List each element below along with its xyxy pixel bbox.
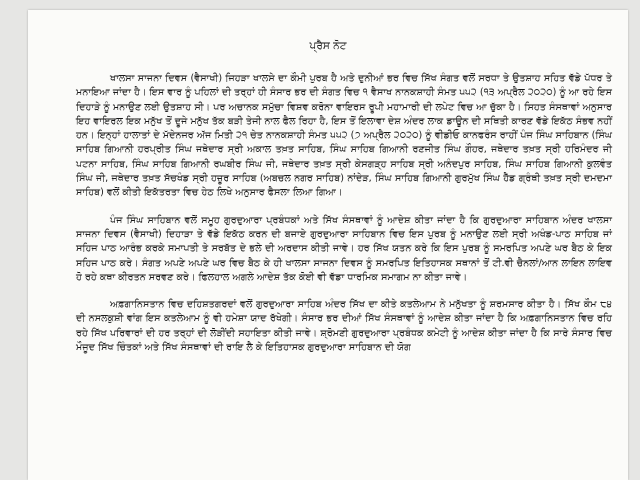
press-note-page bbox=[28, 10, 628, 480]
document-title: ਪ੍ਰੈਸ ਨੋਟ bbox=[309, 40, 347, 52]
paragraph-3: ਅਫ਼ਗਾਨਿਸਤਾਨ ਵਿਚ ਦਹਿਸ਼ਤਗਰਦਾਂ ਵਲੋਂ ਗੁਰਦੁਆਰਾ ਸਾਹਿਬ ਅੰਦਰ ਸਿੱਖ ਦਾ ਕੀਤੇ ਕਤਲੇਆਮ ਨੇ ਮਨੁੱਖਤਾ ਨੂੰ ਸ਼ਰਮਸਾਰ ਕੀਤਾ ਹੈ। ਸਿੱਖ ਕੌਮ ੮੪ ਦੀ ਨਸਲਕੁਸ਼ੀ ਵਾਂਗ ਇਸ ਕਤਲੇਆਮ ਨੂੰ ਵੀ ਹਮੇਸ਼ਾ ਯਾਦ ਰੱਖੇਗੀ। ਸੰਸਾਰ ਭਰ ਦੀਆਂ ਸਿੱਖ ਸੰਸਥਾਵਾਂ ਨੂੰ ਆਦੇਸ਼ ਕੀਤਾ ਜਾਂਦਾ ਹੈ ਕਿ ਅਫ਼ਗਾਨਿਸਤਾਨ ਵਿਚ ਰਹਿ ਰਹੇ ਸਿੱਖ ਪਰਿਵਾਰਾਂ ਦੀ ਹਰ ਤਰ੍ਹਾਂ ਦੀ ਲੋੜੀਂਦੀ ਸਹਾਇਤਾ ਕੀਤੀ ਜਾਵੇ। ਸ਼੍ਰੋਮਣੀ ਗੁਰਦੁਆਰਾ ਪ੍ਰਬੰਧਕ ਕਮੇਟੀ ਨੂੰ ਆਦੇਸ਼ ਕੀਤਾ ਜਾਂਦਾ ਹੈ ਕਿ ਸਾਰੇ ਸੰਸਾਰ ਵਿਚ ਮੌਜੂਦ ਸਿੱਖ ਚਿੰਤਕਾਂ ਅਤੇ ਸਿੱਖ ਸੰਸਥਾਵਾਂ ਦੀ ਰਾਇ ਲੈ ਕੇ ਇਤਿਹਾਸਕ ਗੁਰਦੁਆਰਾ ਸਾਹਿਬਾਨ ਦੀ ਯੋਗ bbox=[76, 299, 612, 354]
paragraph-2: ਪੰਜ ਸਿੰਘ ਸਾਹਿਬਾਨ ਵਲੋਂ ਸਮੂਹ ਗੁਰਦੁਆਰਾ ਪ੍ਰਬੰਧਕਾਂ ਅਤੇ ਸਿੱਖ ਸੰਸਥਾਵਾਂ ਨੂੰ ਆਦੇਸ਼ ਕੀਤਾ ਜਾਂਦਾ ਹੈ ਕਿ ਗੁਰਦੁਆਰਾ ਸਾਹਿਬਾਨ ਅੰਦਰ ਖਾਲਸਾ ਸਾਜਨਾ ਦਿਵਸ (ਵੈਸਾਖੀ) ਦਿਹਾੜਾ ਤੇ ਵੱਡੇ ਇਕੱਠ ਕਰਨ ਦੀ ਬਜਾਏ ਗੁਰਦੁਆਰਾ ਸਾਹਿਬਾਨ ਵਿਚ ਇਸ ਪੁਰਬ ਨੂੰ ਮਨਾਉਣ ਲਈ ਸ੍ਰੀ ਅਖੰਡ-ਪਾਠ ਸਾਹਿਬ ਜਾਂ ਸਹਿਜ ਪਾਠ ਆਰੰਭ ਕਰਕੇ ਸਮਾਪਤੀ ਤੇ ਸਰਬੱਤ ਦੇ ਭਲੇ ਦੀ ਅਰਦਾਸ ਕੀਤੀ ਜਾਵੇ। ਹਰ ਸਿੱਖ ਯਤਨ ਕਰੇ ਕਿ ਇਸ ਪੁਰਬ ਨੂੰ ਸਮਰਪਿਤ ਅਪਣੇ ਘਰ ਬੈਠ ਕੇ ਇਕ ਸਹਿਜ ਪਾਠ ਕਰੇ। ਸੰਗਤ ਅਪਣੇ ਅਪਣੇ ਘਰ ਵਿਚ ਬੈਠ ਕੇ ਹੀ ਖਾਲਸਾ ਸਾਜਨਾ ਦਿਵਸ ਨੂੰ ਸਮਰਪਿਤ ਇਤਿਹਾਸਕ ਸਥਾਨਾਂ ਤੋਂ ਟੀ.ਵੀ ਚੈਨਲਾਂ/ਆਨ ਲਾਇਨ ਲਾਇਵ ਹੋ ਰਹੇ ਕਥਾ ਕੀਰਤਨ ਸਰਵਣ ਕਰੇ। ਫਿਲਹਾਲ ਅਗਲੇ ਆਦੇਸ਼ ਤੱਕ ਕੋਈ ਵੀ ਵੱਡਾ ਧਾਰਮਿਕ ਸਮਾਗਮ ਨਾ ਕੀਤਾ ਜਾਵੇ। bbox=[76, 214, 612, 283]
paragraph-1: ਖਾਲਸਾ ਸਾਜਨਾ ਦਿਵਸ (ਵੈਸਾਖੀ) ਜਿਹੜਾ ਖਾਲਸੇ ਦਾ ਕੌਮੀ ਪੁਰਬ ਹੈ ਅਤੇ ਦੁਨੀਆਂ ਭਰ ਵਿਚ ਸਿੱਖ ਸੰਗਤ ਵਲੋਂ ਸਰਧਾ ਤੇ ਉਤਸ਼ਾਹ ਸਹਿਤ ਵੱਡੇ ਪੱਧਰ ਤੇ ਮਨਾਇਆ ਜਾਂਦਾ ਹੈ। ਇਸ ਵਾਰ ਨੂੰ ਪਹਿਲਾਂ ਦੀ ਤਰ੍ਹਾਂ ਹੀ ਸੰਸਾਰ ਭਰ ਦੀ ਸੰਗਤ ਵਿਚ ੧ ਵੈਸਾਖ ਨਾਨਕਸ਼ਾਹੀ ਸੰਮਤ ੫੫੨ (੧੩ ਅਪ੍ਰੈਲ ੨੦੨੦) ਨੂੰ ਆ ਰਹੇ ਇਸ ਦਿਹਾੜੇ ਨੂੰ ਮਨਾਉਣ ਲਈ ਉਤਸ਼ਾਹ ਸੀ। ਪਰ ਅਚਾਨਕ ਸਮੁੱਚਾ ਵਿਸ਼ਵ ਕਰੋਨਾ ਵਾਇਰਸ ਰੂਪੀ ਮਹਾਮਾਰੀ ਦੀ ਲਪੇਟ ਵਿਚ ਆ ਚੁੱਕਾ ਹੈ। ਸਿਹਤ ਸੰਸਥਾਵਾਂ ਅਨੁਸਾਰ ਇਹ ਵਾਇਰਲ ਇਕ ਮਨੁੱਖ ਤੋਂ ਦੂਜੇ ਮਨੁੱਖ ਤੱਕ ਬੜੀ ਤੇਜੀ ਨਾਲ ਫੈਲ ਰਿਹਾ ਹੈ, ਇਸ ਤੋਂ ਇਲਾਵਾ ਦੇਸ਼ ਅੰਦਰ ਲਾਕ ਡਾਊਨ ਦੀ ਸਥਿਤੀ ਕਾਰਣ ਵੱਡੇ ਇਕੱਠ ਸੰਭਵ ਨਹੀਂ ਹਨ। ਇਨ੍ਹਾਂ ਹਾਲਾਤਾਂ ਦੇ ਮੱਦੇਨਜਰ ਅੱਜ ਮਿਤੀ ੨੧ ਚੇਤ ਨਾਨਕਸ਼ਾਹੀ ਸੰਮਤ ੫੫੨ (੭ ਅਪ੍ਰੈਲ ੨੦੨੦) ਨੂੰ ਵੀਡੀਓ ਕਾਨਫਰੰਸ ਰਾਹੀਂ ਪੰਜ ਸਿੰਘ ਸਾਹਿਬਾਨ (ਸਿੰਘ ਸਾਹਿਬ ਗਿਆਨੀ ਹਰਪ੍ਰੀਤ ਸਿੰਘ ਜਥੇਦਾਰ ਸ੍ਰੀ ਅਕਾਲ ਤਖ਼ਤ ਸਾਹਿਬ, ਸਿੰਘ ਸਾਹਿਬ ਗਿਆਨੀ ਰਣਜੀਤ ਸਿੰਘ ਗੌਹਰ, ਜਥੇਦਾਰ ਤਖ਼ਤ ਸ੍ਰੀ ਹਰਿਮੰਦਰ ਜੀ ਪਟਨਾ ਸਾਹਿਬ, ਸਿੰਘ ਸਾਹਿਬ ਗਿਆਨੀ ਰਘਬੀਰ ਸਿੰਘ ਜੀ, ਜਥੇਦਾਰ ਤਖ਼ਤ ਸ੍ਰੀ ਕੇਸਗੜ੍ਹ ਸਾਹਿਬ ਸ੍ਰੀ ਅਨੰਦਪੁਰ ਸਾਹਿਬ, ਸਿੰਘ ਸਾਹਿਬ ਗਿਆਨੀ ਕੁਲਵੰਤ ਸਿੰਘ ਜੀ, ਜਥੇਦਾਰ ਤਖ਼ਤ ਸੱਚਖੰਡ ਸ੍ਰੀ ਹਜ਼ੂਰ ਸਾਹਿਬ (ਅਬਚਲ ਨਗਰ ਸਾਹਿਬ) ਨਾਂਦੇੜ, ਸਿੰਘ ਸਾਹਿਬ ਗਿਆਨੀ ਗੁਰਮੁੱਖ ਸਿੰਘ ਹੈੱਡ ਗ੍ਰੰਥੀ ਤਖ਼ਤ ਸ੍ਰੀ ਦਮਦਮਾ ਸਾਹਿਬ) ਵਲੋਂ ਕੀਤੀ ਇਕੱਤਰਤਾ ਵਿਚ ਹੇਠ ਲਿਖੇ ਅਨੁਸਾਰ ਫੈਸਲਾ ਲਿਆ ਗਿਆ। bbox=[76, 73, 612, 199]
document-body bbox=[76, 72, 612, 355]
